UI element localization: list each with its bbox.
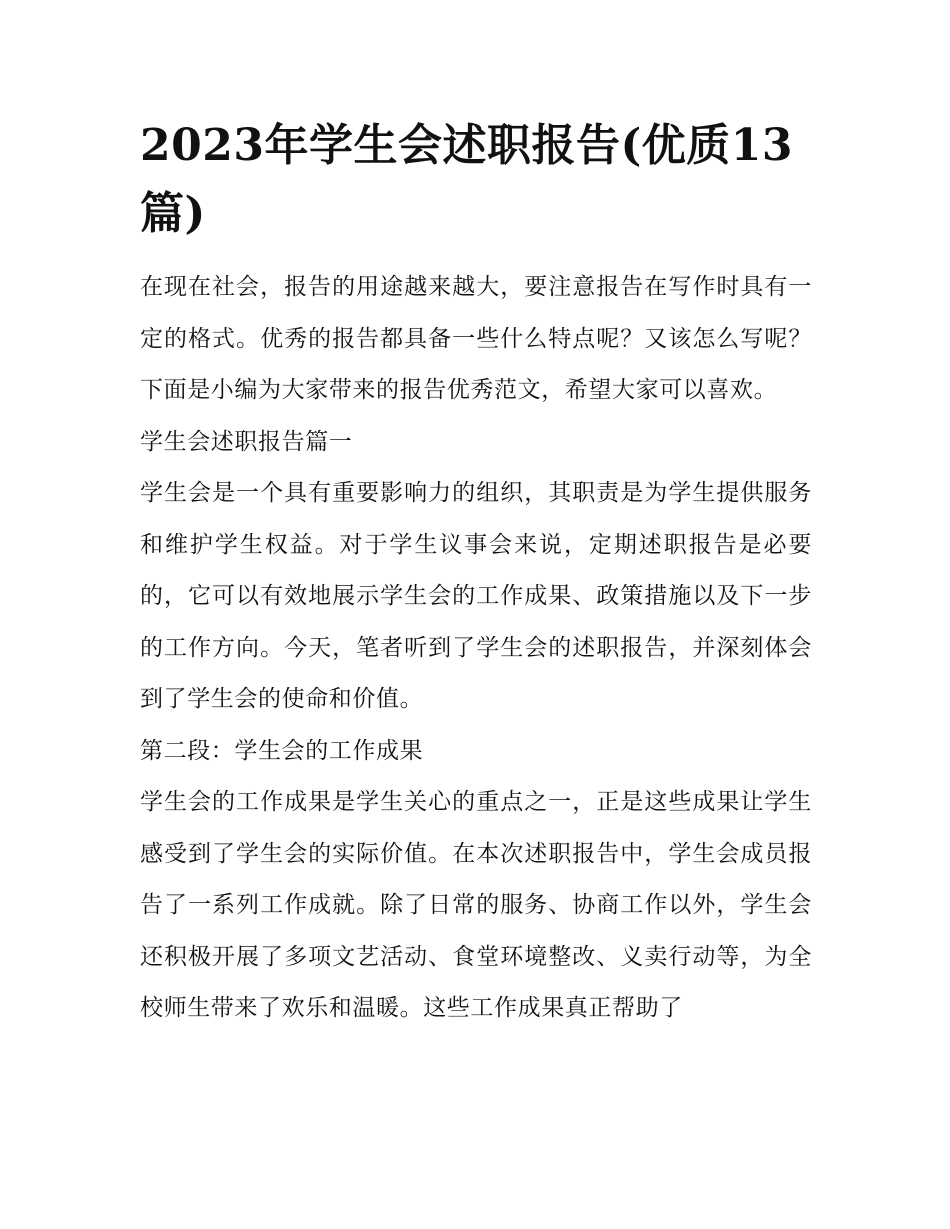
section-heading-1: 学生会述职报告篇一	[140, 428, 353, 455]
intro-paragraph: 在现在社会，报告的用途越来越大，要注意报告在写作时具有一定的格式。优秀的报告都具备一些什么特点呢？又该怎么写呢？下面是小编为大家带来的报告优秀范文，希望大家可以喜欢。	[140, 274, 812, 403]
document-title: 2023年学生会述职报告(优质13篇)	[140, 120, 794, 239]
section-paragraph-2: 学生会的工作成果是学生关心的重点之一，正是这些成果让学生感受到了学生会的实际价值。在本次述职报告中，学生会成员报告了一系列工作成就。除了日常的服务、协商工作以外，学生会还积极开展了多项文艺活动、食堂环境整改、义卖行动等，为全校师生带来了欢乐和温暖。这些工作成果真正帮助了	[140, 789, 812, 1021]
document-page	[140, 112, 812, 1035]
section-heading-2: 第二段：学生会的工作成果	[140, 737, 424, 764]
section-paragraph-1: 学生会是一个具有重要影响力的组织，其职责是为学生提供服务和维护学生权益。对于学生议事会来说，定期述职报告是必要的，它可以有效地展示学生会的工作成果、政策措施以及下一步的工作方向。今天，笔者听到了学生会的述职报告，并深刻体会到了学生会的使命和价值。	[140, 480, 812, 712]
